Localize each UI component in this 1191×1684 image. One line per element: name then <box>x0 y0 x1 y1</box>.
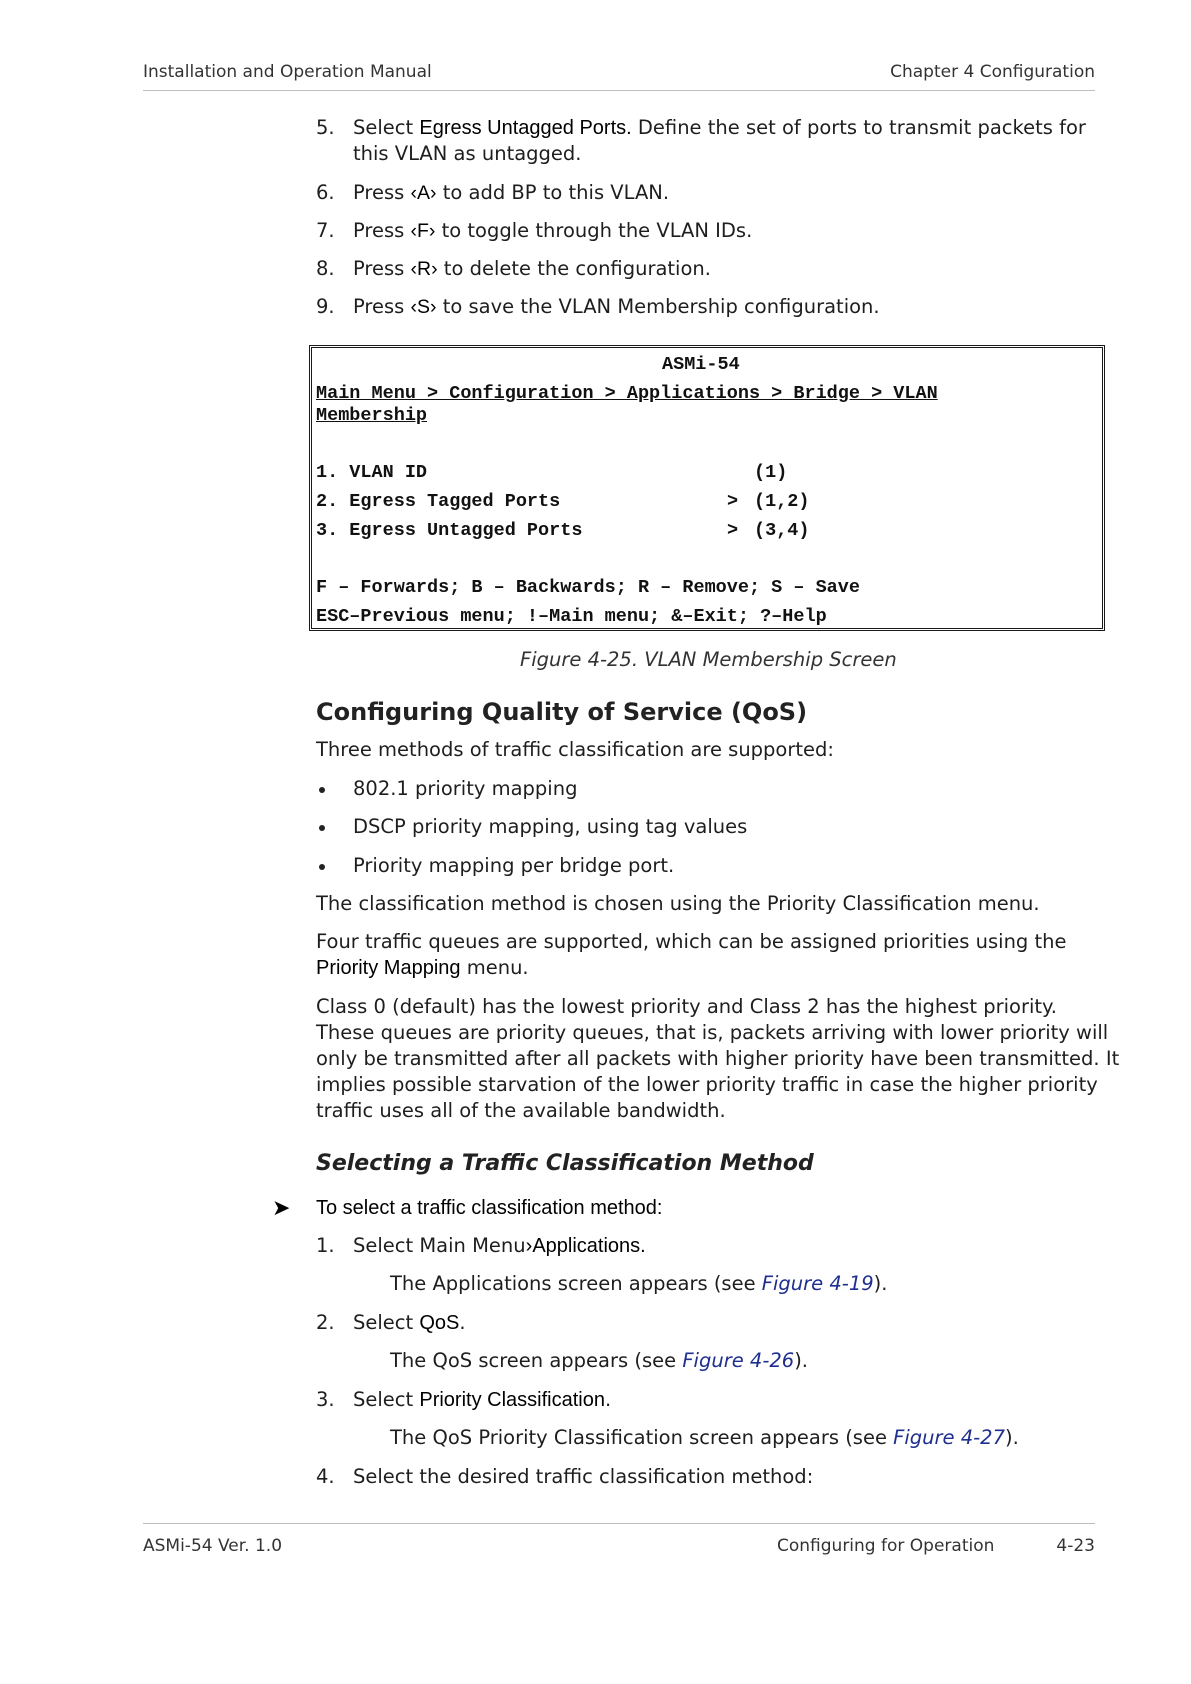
bullet-dot <box>319 787 325 793</box>
header-manual-title: Installation and Operation Manual <box>143 62 432 82</box>
menu-item-value: (3,4) <box>754 520 810 541</box>
paragraph-line: These queues are priority queues, that is, packets arriving with lower priority will <box>316 1021 1109 1044</box>
key-label: ‹A› <box>410 182 437 204</box>
step-result: The Applications screen appears (see Figure 4-19). <box>390 1272 888 1295</box>
submenu-arrow: > <box>727 520 739 541</box>
paragraph-line: Four traffic queues are supported, which can be assigned priorities using the <box>316 930 1067 953</box>
bullet-dot <box>319 825 325 831</box>
screen-command-bar: F – Forwards; B – Backwards; R – Remove; S – Save <box>316 577 860 598</box>
list-item: Priority mapping per bridge port. <box>353 854 675 877</box>
step-number: 5. <box>316 116 335 139</box>
paragraph: The classification method is chosen using the Priority Classification menu. <box>316 892 1040 915</box>
figure-caption: Figure 4-25. VLAN Membership Screen <box>520 648 897 671</box>
key-label: ‹S› <box>410 296 437 318</box>
menu-item-value: (1) <box>754 462 788 483</box>
step-text: Press ‹R› to delete the configuration. <box>353 257 711 280</box>
vlan-membership-screen <box>309 345 1105 631</box>
paragraph-line: Priority Mapping menu. <box>316 956 529 979</box>
footer-section: Configuring for Operation <box>777 1536 995 1556</box>
step-number: 7. <box>316 219 335 242</box>
procedure-arrow-icon: ➤ <box>272 1196 291 1221</box>
intro-paragraph: Three methods of traffic classification are supported: <box>316 738 834 761</box>
step-text: Select Main Menu›Applications. <box>353 1234 646 1257</box>
screen-title: ASMi-54 <box>662 354 740 375</box>
step-number: 2. <box>316 1311 335 1334</box>
step-number: 8. <box>316 257 335 280</box>
step-number: 9. <box>316 295 335 318</box>
paragraph-line: traffic uses all of the available bandwidth. <box>316 1099 726 1122</box>
list-item: DSCP priority mapping, using tag values <box>353 815 748 838</box>
menu-item-egress-tagged-ports[interactable]: 2. Egress Tagged Ports <box>316 491 561 512</box>
key-label: ‹R› <box>410 258 438 280</box>
paragraph-line: only be transmitted after all packets with higher priority have been transmitted. It <box>316 1047 1120 1070</box>
header-chapter: Chapter 4 Configuration <box>890 62 1095 82</box>
bullet-dot <box>319 864 325 870</box>
screen-breadcrumb-continued: Membership <box>316 405 428 426</box>
step-text: Select QoS. <box>353 1311 466 1334</box>
step-number: 3. <box>316 1388 335 1411</box>
screen-breadcrumb: Main Menu > Configuration > Applications > Bridge > VLAN <box>316 383 938 404</box>
paragraph-line: Class 0 (default) has the lowest priority and Class 2 has the highest priority. <box>316 995 1058 1018</box>
section-title: Configuring Quality of Service (QoS) <box>316 698 808 726</box>
ui-term: QoS <box>419 1312 460 1334</box>
step-text-continued: this VLAN as untagged. <box>353 142 582 165</box>
menu-item-egress-untagged-ports[interactable]: 3. Egress Untagged Ports <box>316 520 583 541</box>
step-result: The QoS Priority Classification screen appears (see Figure 4-27). <box>390 1426 1019 1449</box>
step-text: Press ‹F› to toggle through the VLAN IDs. <box>353 219 753 242</box>
submenu-arrow: > <box>727 491 739 512</box>
procedure-title: To select a traffic classification method: <box>316 1197 663 1219</box>
ui-term: Priority Classification <box>419 1389 605 1411</box>
list-item: 802.1 priority mapping <box>353 777 578 800</box>
step-text: Press ‹S› to save the VLAN Membership configuration. <box>353 295 880 318</box>
page-header <box>143 62 1095 91</box>
ui-term: Priority Mapping <box>316 957 461 979</box>
step-number: 6. <box>316 181 335 204</box>
step-number: 1. <box>316 1234 335 1257</box>
menu-item-vlan-id[interactable]: 1. VLAN ID <box>316 462 428 483</box>
footer-product-version: ASMi-54 Ver. 1.0 <box>143 1536 283 1556</box>
page-footer <box>143 1523 1095 1566</box>
ui-term: ›Applications. <box>525 1235 646 1257</box>
subsection-title: Selecting a Traffic Classification Method <box>316 1151 814 1176</box>
step-text: Select the desired traffic classification method: <box>353 1465 814 1488</box>
ui-term: Egress Untagged Ports. <box>419 117 632 139</box>
paragraph-line: implies possible starvation of the lower priority traffic in case the higher priority <box>316 1073 1098 1096</box>
step-text: Select Priority Classification. <box>353 1388 612 1411</box>
step-text: Select Egress Untagged Ports. Define the set of ports to transmit packets for <box>353 116 1086 139</box>
step-text: Press ‹A› to add BP to this VLAN. <box>353 181 670 204</box>
page-number: 4-23 <box>1056 1536 1095 1556</box>
key-label: ‹F› <box>410 220 436 242</box>
step-number: 4. <box>316 1465 335 1488</box>
step-result: The QoS screen appears (see Figure 4-26). <box>390 1349 808 1372</box>
menu-item-value: (1,2) <box>754 491 810 512</box>
figure-link[interactable]: Figure 4-19 <box>761 1272 874 1295</box>
figure-link[interactable]: Figure 4-27 <box>893 1426 1005 1449</box>
screen-navigation-bar: ESC–Previous menu; !–Main menu; &–Exit; ?–Help <box>316 606 827 627</box>
figure-link[interactable]: Figure 4-26 <box>682 1349 795 1372</box>
